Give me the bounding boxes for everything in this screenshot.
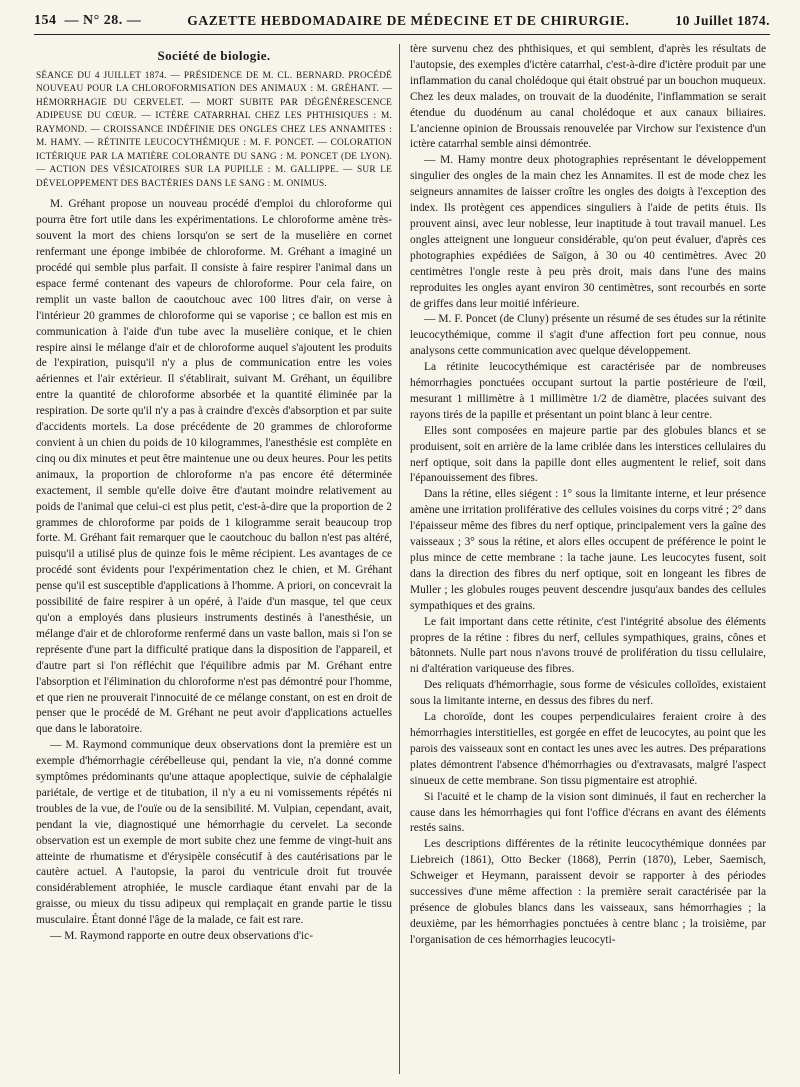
session-summary <box>36 70 392 192</box>
paragraph-acuite: Si l'acuité et le champ de la vision sont diminués, il faut en rechercher la cause dans les hémorrhagies qui font l'office d'écrans en avant des éléments restés sains. <box>410 790 766 835</box>
paragraph-raymond-icterus-start: — M. Raymond rapporte en outre deux observations d'ic- <box>50 930 314 943</box>
paragraph-descriptions: Les descriptions différentes de la rétinite leucocythémique données par Liebreich (1861), Otto Becker (1868), Perrin (1870), Leber, Saemisch, Schweiger et Heymann, paraissent devoir se rapporter à des périodes successives d'une même affection : la première serait caractérisée par la présence de globules blancs dans les vaisseaux, sans hémorrhagies ; la deuxième, par les hémorrhagies ponctuées à centre blanc ; la troisième, par l'organisation de ces hémorrhagies leucocyti- <box>410 838 766 946</box>
paragraph-hamy: — M. Hamy montre deux photographies représentant le développement singulier des ongles de la main chez les Annamites. Il est de mode chez les seigneurs annamites de laisser croître les ongles des doigts à l'exception des index. Ils protègent ces appendices singuliers à l'aide de petits étuis. Ils prouvent ainsi, avec leur noblesse, leur inaptitude à tout travail manuel. Les ongles atteignent une longueur considérable, qu'on peut évaluer, d'après ces photographies expédiées de Saïgon, à 30 ou 40 centimètres. Avec 20 centimètres l'ongle reste à peu près droit, mais dans l'une des mains reproduites les ongles ayant environ 30 centimètres, sont recourbés en sorte de griffes dans leur moitié inférieure. <box>410 154 766 310</box>
paragraph-reliquats: Des reliquats d'hémorrhagie, sous forme de vésicules colloïdes, existaient sous la limitante interne, en dessus des fibres du nerf. <box>410 679 766 708</box>
page-header <box>34 8 770 35</box>
left-column <box>36 42 392 1078</box>
paragraph-choroide: La choroïde, dont les coupes perpendiculaires feraient croire à des hémorrhagies interstitielles, est gorgée en effet de leucocytes, au point que les parois des vaisseaux sont en contact les unes avec les autres. Des préparations plates démontrent l'absence d'hémorrhagies ou d'extravasats, malgré l'aspect sinueux de cette membrane. Son tissu pigmentaire est atrophié. <box>410 711 766 787</box>
paragraph-integrite: Le fait important dans cette rétinite, c'est l'intégrité absolue des éléments propres de la rétine : fibres du nerf, cellules sympathiques, grains, cônes et bâtonnets. Nulle part nous n'avons trouvé de prolifération du tissu cellulaire, ni d'altération variqueuse des fibres. <box>410 615 766 676</box>
paragraph-retine-sieges: Dans la rétine, elles siégent : 1° sous la limitante interne, et leur présence amène une irritation proliférative des cellules voisines du corps vitré ; 2° dans l'épaisseur même des fibres du nerf optique, principalement vers la gaîne des vaisseaux ; 3° sous la rétine, et alors elles occupent de préférence le point le plus mince de cette membrane : la tache jaune. Les leucocytes fusent, soit dans la direction des fibres du nerf optique, soit en longeant les fibres de Muller ; les globules rouges peuvent descendre jusqu'aux bandes des cellules sympathiques et des grains. <box>410 488 766 612</box>
session-summary-text: SÉANCE DU 4 JUILLET 1874. — PRÉSIDENCE DE M. CL. BERNARD. PROCÉDÉ NOUVEAU POUR LA CHLOROFORMISATION DES ANIMAUX : M. GRÉHANT. — HÉMORRHAGIE DU CERVELET. — MORT SUBITE PAR DÉGÉNÉRESCENCE ADIPEUSE DU CŒUR. — ICTÈRE CATARRHAL CHEZ LES PHTHISIQUES : M. RAYMOND. — CROISSANCE INDÉFINIE DES ONGLES CHEZ LES ANNAMITES : M. HAMY. — RÉTINITE LEUCOCYTHÉMIQUE : M. F. PONCET. — COLORATION ICTÉRIQUE PAR LA MATIÈRE COLORANTE DU SANG : M. PONCET (DE LYON). — ACTION DES VÉSICATOIRES SUR LA PUPILLE : M. GALLIPPE. — SUR LE DÉVELOPPEMENT DES BACTÉRIES DANS LE SANG : M. ONIMUS. <box>36 70 392 189</box>
issue-date: 10 Juillet 1874. <box>675 13 770 28</box>
right-column <box>410 42 766 1078</box>
page-number: 154 <box>34 13 57 28</box>
page-number-and-issue <box>34 13 141 29</box>
issue-number: — N° 28. — <box>64 13 142 28</box>
section-title: Société de biologie. <box>157 48 271 63</box>
paragraph-retinite-definition: La rétinite leucocythémique est caractérisée par de nombreuses hémorrhagies ponctuées occupant surtout la partie postérieure de l'œil, mesurant 1 millimètre à 1 millimètre 1/2 de diamètre, placées suivant des rayons tirés de la papille et présentant un point blanc à leur centre. <box>410 361 766 421</box>
journal-title: GAZETTE HEBDOMADAIRE DE MÉDECINE ET DE CHIRURGIE. <box>187 13 630 28</box>
column-divider <box>399 44 400 1074</box>
paragraph-grehant: M. Gréhant propose un nouveau procédé d'emploi du chloroforme qui pourra être fort utile dans les expérimentations. Le chloroforme amène très-souvent la mort des chiens lorsqu'on se sert de la muselière en cornet renfermant une éponge imbibée de chloroforme. M. Gréhant a imaginé un procédé qui semble plus parfait. Il consiste à faire respirer l'animal dans un espace fermé contenant des vapeurs de chloroforme. Pour cela faire, on remplit un vaste ballon de caoutchouc avec 100 litres d'air, on verse à l'intérieur 20 grammes de chloroforme qui se vaporise ; ce ballon est mis en communication à l'aide d'un tube avec la muselière conique, et le chien respire ainsi le mélange d'air et de chloroforme auquel s'ajoutent les produits de l'expiration, puisqu'il n'y a plus de communication entre les voies aériennes et l'air extérieur. Il s'établirait, suivant M. Gréhant, un équilibre entre la quantité de chloroforme absorbée et la quantité éliminée par la respiration. De sorte qu'il n'y a pas à craindre d'excès d'absorption et par suite d'accidents mortels. La dose précédente de 20 grammes de chloroforme convient à un chien du poids de 10 kilogrammes, l'anesthésie est complète en cinq ou dix minutes et peut être maintenue une ou deux heures. Pour les petits animaux, la proportion de chloroforme n'a pas encore été déterminée exactement, il semble qu'elle doive être d'autant moindre relativement au poids de l'animal que celui-ci est plus petit, c'est-à-dire que la proportion de 2 grammes de chloroforme par poids de 1 kilogramme serait beaucoup trop forte. M. Gréhant fait remarquer que le caoutchouc du ballon n'est pas altéré, puisqu'il a utilisé plus de quinze fois le même récipient. Les avantages de ce procédé sont évidents pour l'expérimentation chez le chien, et M. Gréhant pense qu'il est susceptible d'applications à l'homme. A priori, on concevrait la possibilité de faire respirer à un opéré, à l'aide d'un masque, tel que ceux qu'on a employés dans plusieurs instruments destinés à l'anesthésie, un mélange d'air et de chloroforme renfermé dans un vaste ballon, mais si l'on se représente d'une part la difficulté pratique dans la disposition de l'appareil, et d'autre part si l'on réfléchit que l'équilibre admis par M. Gréhant entre l'absorption et l'élimination du chloroforme n'est pas démontré pour l'homme, et que rien ne prouverait l'innocuité de ce mélange constant, on est en droit de penser que le procédé de M. Gréhant ne peut avoir d'applications actuelles que dans le laboratoire. <box>36 198 392 736</box>
paragraph-raymond-observations: — M. Raymond communique deux observations dont la première est un exemple d'hémorrhagie cérébelleuse qui, pendant la vie, n'a donné comme symptômes prédominants qu'une attaque apoplectique, suivie de céphalalgie pariétale, de vertige et de titubation, il n'y a eu ni vomissements répétés ni troubles de la vue, de l'ouïe ou de la sensibilité. M. Vulpian, cependant, avait, pendant la vie, diagnostiqué une hémorrhagie du cervelet. La seconde observation est un exemple de mort subite chez une femme de vingt-huit ans atteinte de rhumatisme et d'érysipèle consécutif à des cautérisations par le cautère actuel. A l'autopsie, la paroi du ventricule droit fut trouvée considérablement atrophiée, le muscle cardiaque étant envahi par de la graisse, ou mieux du tissu adipeux qui remplaçait en grande partie le tissu musculaire. Étant donné l'âge de la malade, ce fait est rare. <box>36 739 392 927</box>
paragraph-icterus-continued: tère survenu chez des phthisiques, et qui semblent, d'après les résultats de l'autopsie, des exemples d'ictère catarrhal, c'est-à-dire d'ictère produit par une inflammation du canal cholédoque qui était obstrué par un bouchon muqueux. Chez les deux malades, on trouvait de la duodénite, l'inflammation se serait étendue du duodénum au canal cholédoque et aux canaux biliaires. L'ancienne opinion de Broussais renouvelée par Virchow sur l'existence d'un ictère catarrhal semble ainsi démontrée. <box>410 43 766 151</box>
paragraph-poncet-intro: — M. F. Poncet (de Cluny) présente un résumé de ses études sur la rétinite leucocythémique, comme il s'agit d'une affection fort peu connue, nous analysons cette communication avec quelque développement. <box>410 313 766 358</box>
paragraph-globules-blancs: Elles sont composées en majeure partie par des globules blancs et se produisent, soit en arrière de la lame criblée dans les interstices cellulaires du nerf optique, soit dans la papille dont elles augmentent le relief, soit dans l'épanouissement des fibres. <box>410 424 766 485</box>
